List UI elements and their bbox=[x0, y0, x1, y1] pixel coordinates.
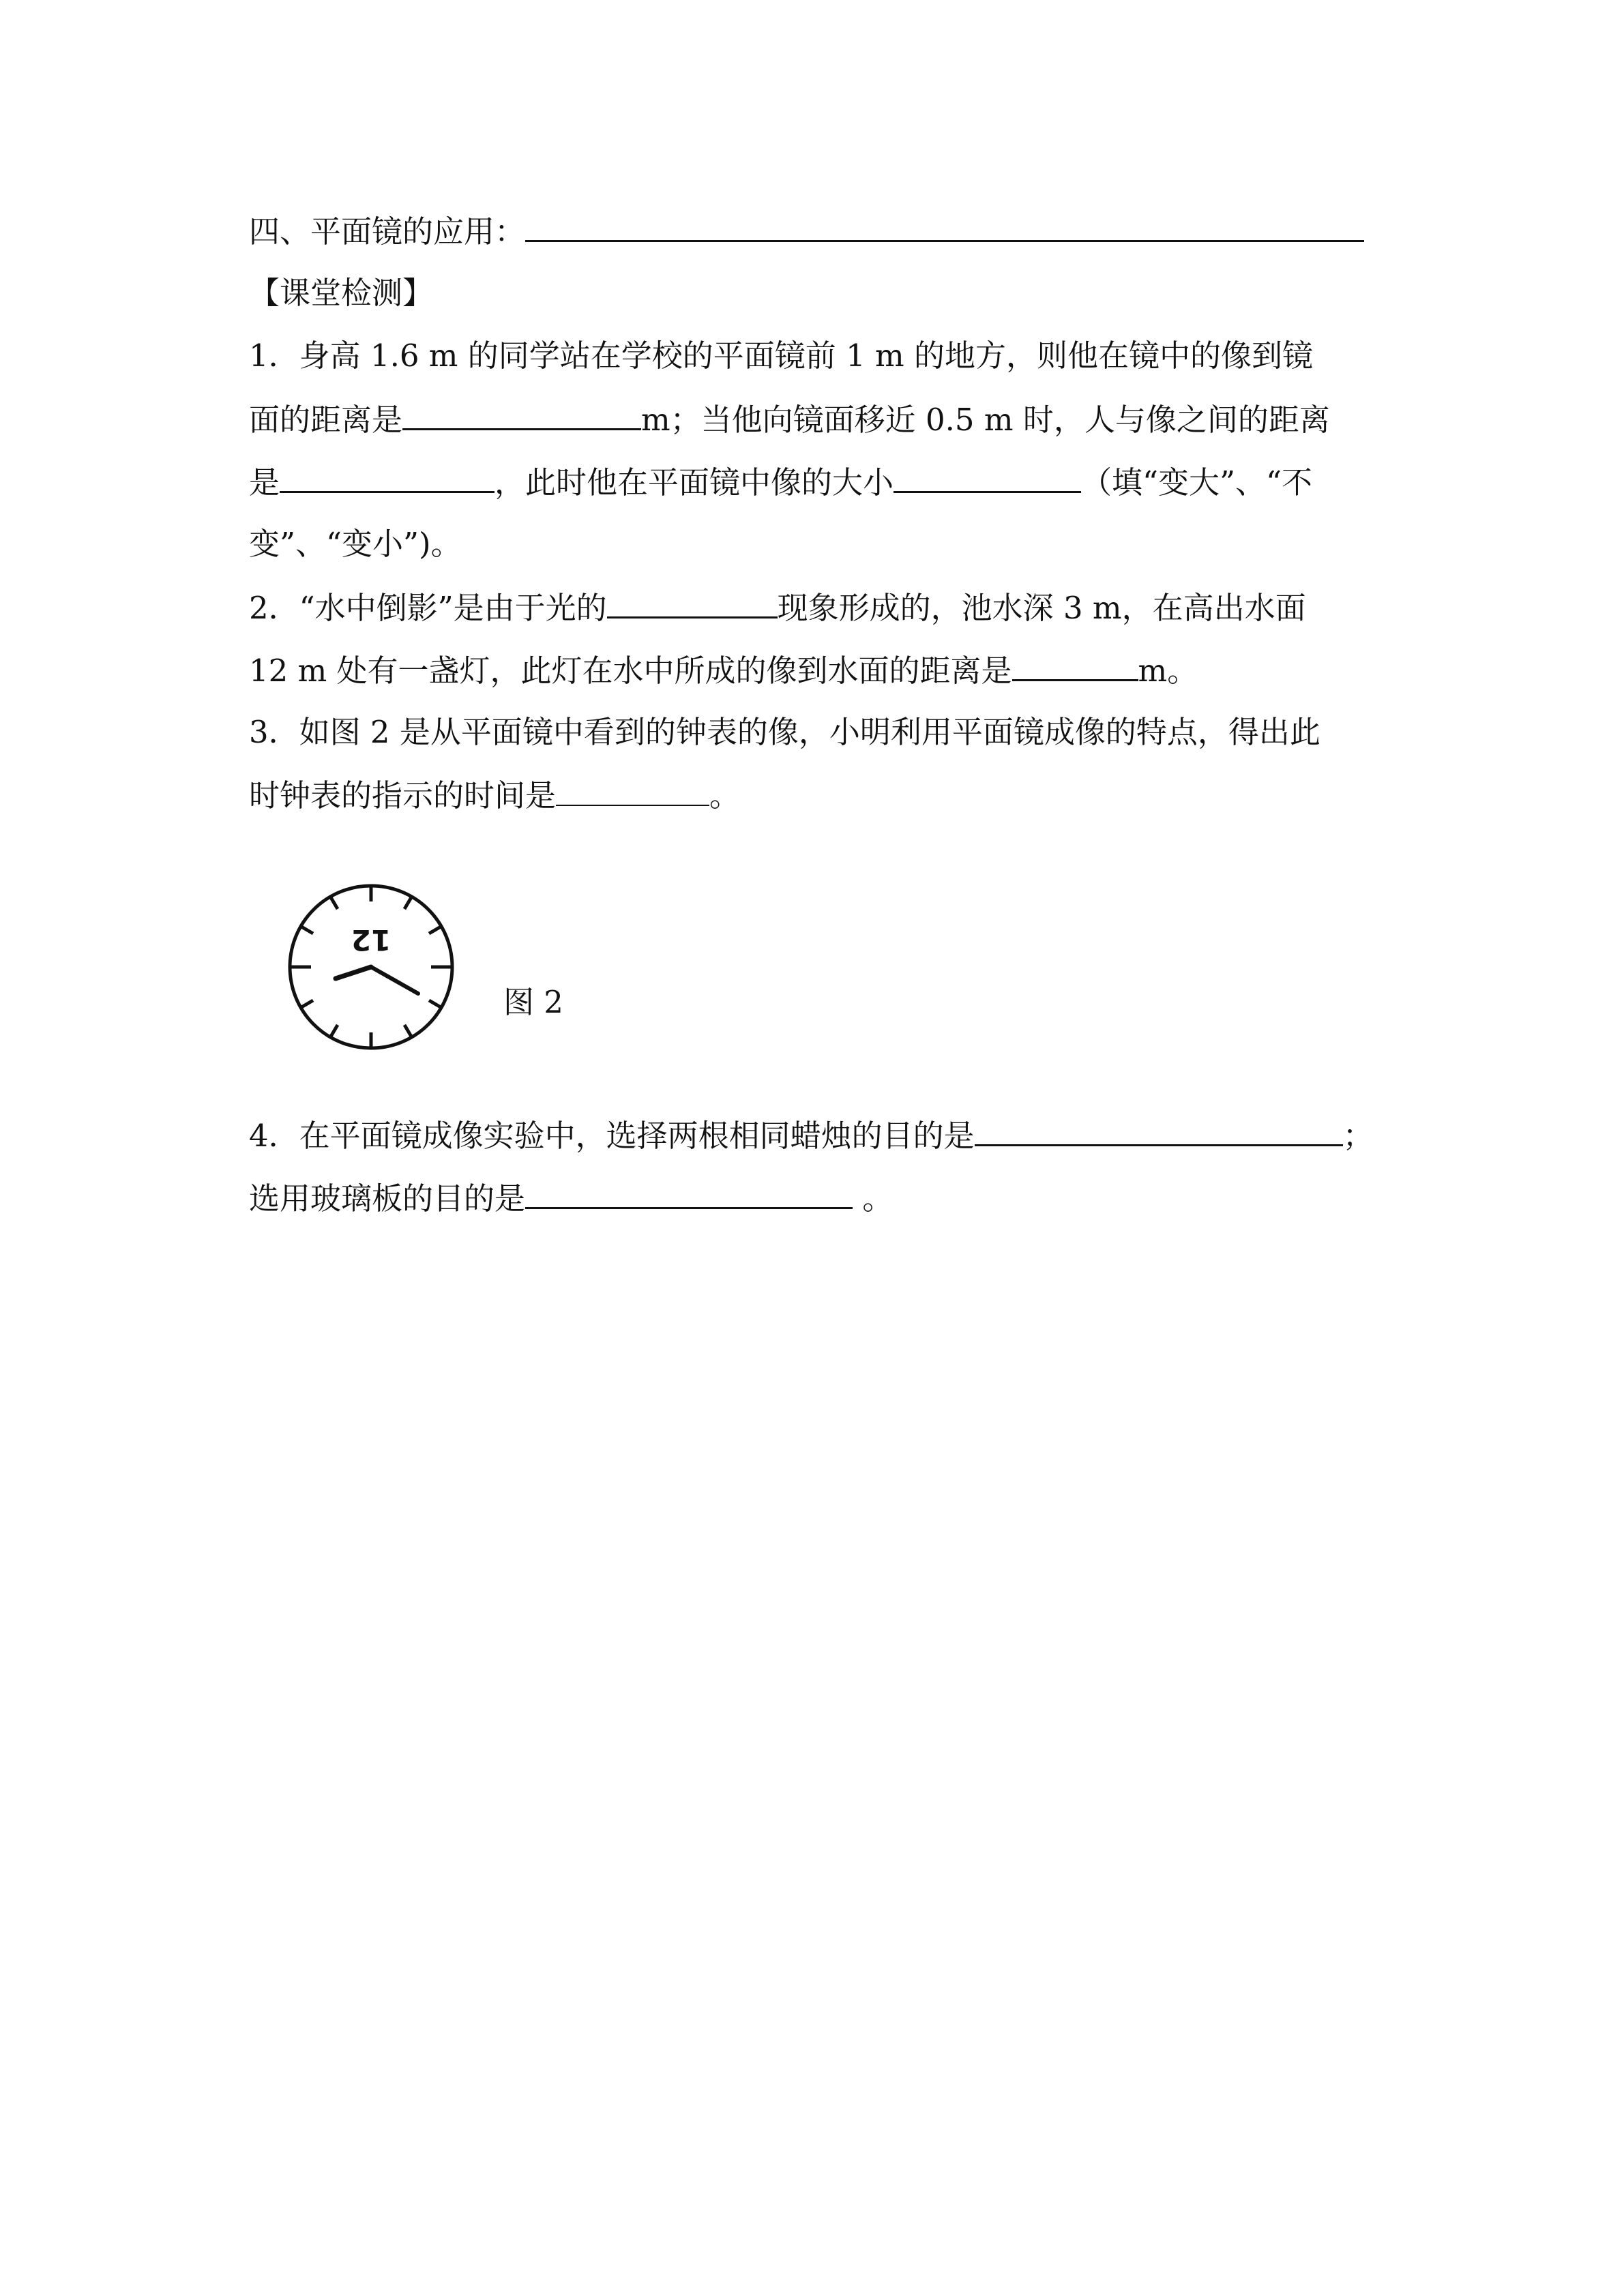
answer-blank[interactable] bbox=[607, 586, 778, 618]
clock-icon bbox=[285, 881, 457, 1053]
q4-text: ； bbox=[1342, 1118, 1374, 1154]
q4-text: 选用玻璃板的目的是 bbox=[249, 1180, 526, 1217]
q1-text: m；当他向镜面移近 0.5 m 时，人与像之间的距离 bbox=[641, 402, 1330, 438]
q3-text: 。 bbox=[709, 777, 741, 814]
answer-blank[interactable] bbox=[525, 210, 1364, 242]
q4-text: 。 bbox=[853, 1180, 894, 1217]
answer-blank[interactable] bbox=[894, 461, 1081, 493]
answer-blank[interactable] bbox=[1012, 649, 1138, 681]
clock-numeral: 12 bbox=[351, 923, 392, 957]
answer-blank[interactable] bbox=[525, 1177, 853, 1209]
answer-blank[interactable] bbox=[556, 775, 709, 806]
q1-line-1: 1．身高 1.6 m 的同学站在学校的平面镜前 1 m 的地方，则他在镜中的像到镜 bbox=[249, 338, 1313, 374]
q2-line-2 bbox=[249, 649, 1381, 691]
q4-line-2 bbox=[249, 1177, 1381, 1219]
figure-caption: 图 2 bbox=[503, 984, 563, 1020]
q1-text: 面的距离是 bbox=[249, 402, 403, 438]
q2-text: m。 bbox=[1138, 653, 1198, 689]
mirrored-clock-figure bbox=[285, 881, 457, 1053]
hour-hand bbox=[336, 967, 371, 979]
answer-blank[interactable] bbox=[975, 1114, 1343, 1146]
q1-line-3 bbox=[249, 461, 1381, 503]
q4-line-1 bbox=[249, 1114, 1381, 1157]
q3-line-2 bbox=[249, 775, 1381, 816]
q2-text: 现象形成的，池水深 3 m，在高出水面 bbox=[777, 590, 1306, 626]
q1-line-4: 变”、“变小”)。 bbox=[249, 526, 462, 562]
check-heading: 【课堂检测】 bbox=[249, 275, 434, 311]
q1-line-2 bbox=[249, 398, 1381, 441]
q1-text: 是 bbox=[249, 464, 280, 501]
q2-line-1 bbox=[249, 586, 1381, 629]
q3-text: 时钟表的指示的时间是 bbox=[249, 777, 557, 814]
answer-blank[interactable] bbox=[402, 398, 641, 430]
q1-text: ，此时他在平面镜中像的大小 bbox=[494, 464, 894, 501]
answer-blank[interactable] bbox=[280, 461, 494, 493]
q1-text: （填“变大”、“不 bbox=[1081, 464, 1313, 501]
section-heading-line bbox=[249, 210, 1381, 252]
q2-text: 2．“水中倒影”是由于光的 bbox=[249, 590, 607, 626]
q4-text: 4．在平面镜成像实验中，选择两根相同蜡烛的目的是 bbox=[249, 1118, 975, 1154]
q2-text: 12 m 处有一盏灯，此灯在水中所成的像到水面的距离是 bbox=[249, 653, 1012, 689]
q3-line-1: 3．如图 2 是从平面镜中看到的钟表的像，小明利用平面镜成像的特点，得出此 bbox=[249, 714, 1320, 750]
minute-hand bbox=[371, 967, 418, 994]
section-heading: 四、平面镜的应用： bbox=[249, 213, 526, 250]
